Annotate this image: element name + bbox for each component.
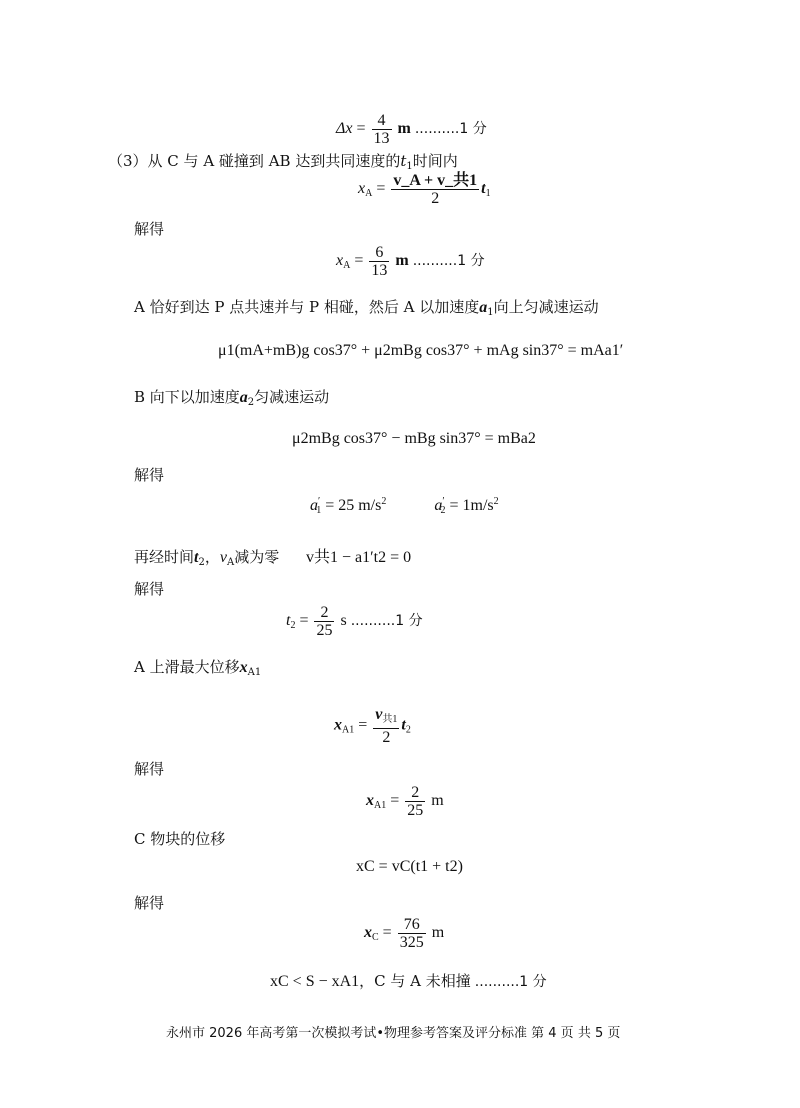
score-mark: ..........1 分: [414, 121, 487, 138]
numerator-v: v: [375, 706, 383, 723]
var-x: x: [239, 659, 248, 676]
text-B-decelerates: [134, 386, 329, 408]
solve-label-5: 解得: [134, 894, 165, 912]
unit: m: [431, 924, 445, 942]
eq-lhs-sub: A1: [342, 724, 355, 736]
equation-dynamics-A: μ1(mA+mB)g cos37° + μ2mBg cos37° + mAg sin37° = mAa1′: [218, 342, 624, 359]
text-C-displacement: C 物块的位移: [134, 830, 226, 848]
var-sub: 2: [247, 397, 255, 408]
var-sub: 1: [406, 161, 413, 172]
denominator: 13: [373, 130, 390, 147]
equation-xA1-value: $x_{A1}$ = $\frac{2}{25}$ m: [366, 784, 444, 819]
fraction: [314, 604, 334, 639]
eq-lhs: t: [286, 612, 291, 630]
equation-dynamics-B: μ2mBg cos37° − mBg sin37° = mBa2: [292, 430, 536, 447]
score-mark: ..........1 分: [474, 974, 547, 990]
eq-lhs: x: [336, 252, 344, 270]
equation-delta-x: Δx = $\frac{4}{13}$ m ..........1 分: [336, 112, 487, 147]
text-xA1: [134, 656, 261, 678]
numerator-sub: 共1: [382, 714, 398, 725]
equation-t2-value: $t_2$ = $\frac{2}{25}$ s ..........1 分: [286, 604, 423, 639]
solve-label-1: 解得: [134, 220, 165, 238]
score-mark: ..........1 分: [412, 253, 485, 270]
numerator: 4: [372, 112, 392, 130]
fraction: [373, 706, 399, 746]
part3-heading: [108, 150, 458, 172]
eq-lhs-sub: A: [365, 188, 373, 200]
eq-lhs: x: [366, 792, 374, 810]
equation-accelerations: $a'_1 = 25$ $m/s^2$ $a'_2 = 1m/s^2$: [310, 496, 499, 516]
text-A-decelerates: [134, 296, 599, 318]
text-after: 匀减速运动: [254, 388, 330, 406]
numerator: 6: [369, 244, 389, 262]
denominator: 325: [399, 934, 424, 951]
numerator: v_A + v_共1: [393, 172, 478, 189]
equation-vanish: v共1 − a1′t2 = 0: [306, 549, 412, 566]
denominator: 25: [316, 622, 333, 639]
var-sub: 2: [405, 724, 411, 736]
eq-lhs: x: [358, 180, 366, 198]
a1-value: = 25 m/s: [325, 497, 382, 514]
fraction: [398, 916, 426, 951]
var-t: t: [400, 152, 407, 170]
text-after: 向上匀减速运动: [493, 298, 599, 316]
unit: s: [340, 612, 347, 630]
solve-label-3: 解得: [134, 580, 165, 598]
text-before: 再经时间: [134, 548, 195, 566]
denominator: 2: [382, 729, 391, 746]
part3-label: （3）从 C 与 A 碰撞到 AB 达到共同速度的: [108, 152, 401, 170]
numerator: 76: [398, 916, 426, 934]
unit: m: [431, 792, 444, 810]
var-sub: 1: [487, 307, 494, 318]
fraction: [372, 112, 392, 147]
var-a: a: [479, 299, 488, 316]
var-v: v: [219, 549, 227, 566]
var-a: a: [239, 389, 248, 406]
denominator: 25: [407, 802, 424, 819]
part3-after: 时间内: [412, 152, 458, 170]
equation-xA1-formula: $x_{A1}$ = $\frac{v_{共1}}{2}$ $t_2$: [334, 706, 411, 746]
var-t: t: [481, 180, 486, 198]
inequality: xC < S − xA1: [270, 973, 360, 990]
equation-conclusion: [270, 970, 547, 991]
fraction: [405, 784, 425, 819]
var-sub: A1: [247, 667, 262, 678]
fraction: [369, 244, 389, 279]
eq-lhs-sub: A1: [374, 800, 387, 812]
equation-xA-formula: $x_A$ = $\frac{\text{v\_A + v\_共1}}{2}$ $t_1$: [358, 172, 491, 207]
text-after: 减为零: [234, 548, 280, 566]
a2-value: = 1m/s: [449, 497, 494, 514]
solve-label-2: 解得: [134, 466, 165, 484]
text-t2: [134, 544, 411, 568]
text-mid: ，: [204, 548, 220, 566]
text-before: A 上滑最大位移: [134, 658, 240, 676]
numerator: 2: [405, 784, 425, 802]
eq-lhs: Δx: [336, 120, 353, 138]
eq-lhs-sub: C: [372, 932, 379, 944]
denominator: 2: [431, 190, 440, 207]
score-mark: ..........1 分: [350, 613, 423, 630]
page-footer: 永州市 2026 年高考第一次模拟考试•物理参考答案及评分标准 第 4 页 共 5 页: [166, 1026, 621, 1041]
eq-lhs: x: [334, 716, 342, 734]
equation-xC-formula: xC = vC(t1 + t2): [356, 858, 463, 875]
var-sub: 1: [485, 188, 491, 200]
text-before: A 恰好到达 P 点共速并与 P 相碰，然后 A 以加速度: [134, 298, 480, 316]
eq-lhs-sub: 2: [290, 620, 296, 632]
var-sub: 2: [198, 557, 205, 568]
solve-label-4: 解得: [134, 760, 165, 778]
var-t: t: [194, 549, 199, 566]
equation-xA-value: $x_A$ = $\frac{6}{13}$ m ..........1 分: [336, 244, 485, 279]
var-t: t: [401, 716, 406, 734]
conclusion-text: ，C 与 A 未相撞: [359, 972, 471, 990]
unit: m: [395, 252, 409, 270]
numerator: 2: [314, 604, 334, 622]
denominator: 13: [371, 262, 388, 279]
eq-lhs-sub: A: [343, 260, 351, 272]
eq-lhs: x: [364, 924, 372, 942]
text-before: B 向下以加速度: [134, 388, 240, 406]
fraction: [391, 172, 479, 207]
equation-xC-value: $x_C$ = $\frac{76}{325}$ m: [364, 916, 445, 951]
unit: m: [397, 120, 411, 138]
var-sub: A: [226, 557, 235, 568]
